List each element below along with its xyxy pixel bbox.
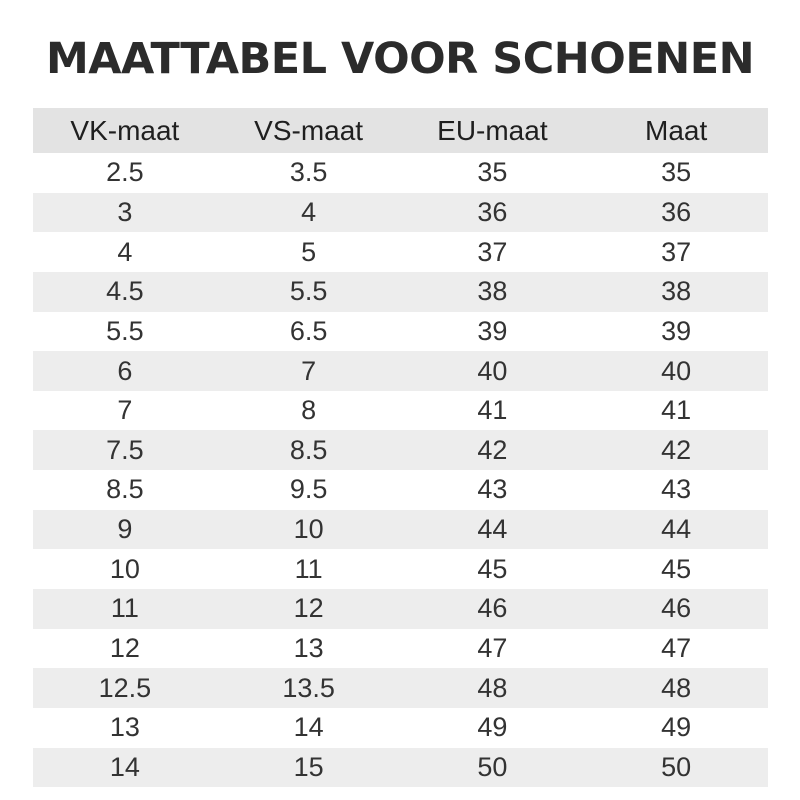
eu-size-cell: 35	[401, 153, 585, 193]
table-row	[33, 312, 768, 352]
table-row	[33, 391, 768, 431]
uk-size-cell: 13	[33, 708, 217, 748]
size-cell: 49	[584, 708, 768, 748]
table-row	[33, 193, 768, 233]
eu-size-cell: 38	[401, 272, 585, 312]
eu-size-cell: 36	[401, 193, 585, 233]
us-size-cell: 3.5	[217, 153, 401, 193]
uk-size-cell: 12.5	[33, 668, 217, 708]
uk-size-cell: 14	[33, 748, 217, 788]
eu-size-cell: 50	[401, 748, 585, 788]
size-cell: 45	[584, 549, 768, 589]
size-cell: 35	[584, 153, 768, 193]
uk-size-cell: 6	[33, 351, 217, 391]
us-size-cell: 5.5	[217, 272, 401, 312]
eu-size-cell: 45	[401, 549, 585, 589]
us-size-cell: 12	[217, 589, 401, 629]
uk-size-cell: 4	[33, 232, 217, 272]
size-cell: 47	[584, 629, 768, 669]
uk-size-cell: 11	[33, 589, 217, 629]
size-cell: 44	[584, 510, 768, 550]
table-row	[33, 589, 768, 629]
uk-size-cell: 5.5	[33, 312, 217, 352]
eu-size-cell: 39	[401, 312, 585, 352]
header-size: Maat	[584, 108, 768, 153]
us-size-cell: 4	[217, 193, 401, 233]
table-row	[33, 629, 768, 669]
eu-size-cell: 42	[401, 430, 585, 470]
header-us-size: VS-maat	[217, 108, 401, 153]
us-size-cell: 13	[217, 629, 401, 669]
eu-size-cell: 43	[401, 470, 585, 510]
eu-size-cell: 37	[401, 232, 585, 272]
size-cell: 50	[584, 748, 768, 788]
header-uk-size: VK-maat	[33, 108, 217, 153]
uk-size-cell: 4.5	[33, 272, 217, 312]
us-size-cell: 9.5	[217, 470, 401, 510]
uk-size-cell: 3	[33, 193, 217, 233]
eu-size-cell: 48	[401, 668, 585, 708]
table-row	[33, 668, 768, 708]
us-size-cell: 14	[217, 708, 401, 748]
eu-size-cell: 49	[401, 708, 585, 748]
us-size-cell: 8	[217, 391, 401, 431]
size-cell: 42	[584, 430, 768, 470]
us-size-cell: 7	[217, 351, 401, 391]
table-row	[33, 470, 768, 510]
size-cell: 46	[584, 589, 768, 629]
table-row	[33, 351, 768, 391]
size-cell: 41	[584, 391, 768, 431]
us-size-cell: 6.5	[217, 312, 401, 352]
table-body	[33, 153, 768, 787]
uk-size-cell: 10	[33, 549, 217, 589]
uk-size-cell: 2.5	[33, 153, 217, 193]
us-size-cell: 5	[217, 232, 401, 272]
header-eu-size: EU-maat	[401, 108, 585, 153]
eu-size-cell: 44	[401, 510, 585, 550]
size-cell: 48	[584, 668, 768, 708]
size-cell: 36	[584, 193, 768, 233]
us-size-cell: 15	[217, 748, 401, 788]
table-row	[33, 748, 768, 788]
eu-size-cell: 40	[401, 351, 585, 391]
size-cell: 39	[584, 312, 768, 352]
uk-size-cell: 7	[33, 391, 217, 431]
table-row	[33, 549, 768, 589]
size-cell: 37	[584, 232, 768, 272]
table-row	[33, 232, 768, 272]
page-title: MAATTABEL VOOR SCHOENEN	[45, 34, 755, 84]
size-chart-table	[33, 108, 768, 787]
uk-size-cell: 9	[33, 510, 217, 550]
us-size-cell: 13.5	[217, 668, 401, 708]
uk-size-cell: 7.5	[33, 430, 217, 470]
us-size-cell: 11	[217, 549, 401, 589]
uk-size-cell: 8.5	[33, 470, 217, 510]
size-cell: 43	[584, 470, 768, 510]
eu-size-cell: 41	[401, 391, 585, 431]
table-row	[33, 708, 768, 748]
eu-size-cell: 46	[401, 589, 585, 629]
table-row	[33, 272, 768, 312]
eu-size-cell: 47	[401, 629, 585, 669]
table-row	[33, 510, 768, 550]
us-size-cell: 8.5	[217, 430, 401, 470]
header-row	[33, 108, 768, 153]
size-cell: 40	[584, 351, 768, 391]
table-header	[33, 108, 768, 153]
us-size-cell: 10	[217, 510, 401, 550]
table-row	[33, 153, 768, 193]
size-cell: 38	[584, 272, 768, 312]
uk-size-cell: 12	[33, 629, 217, 669]
table-row	[33, 430, 768, 470]
